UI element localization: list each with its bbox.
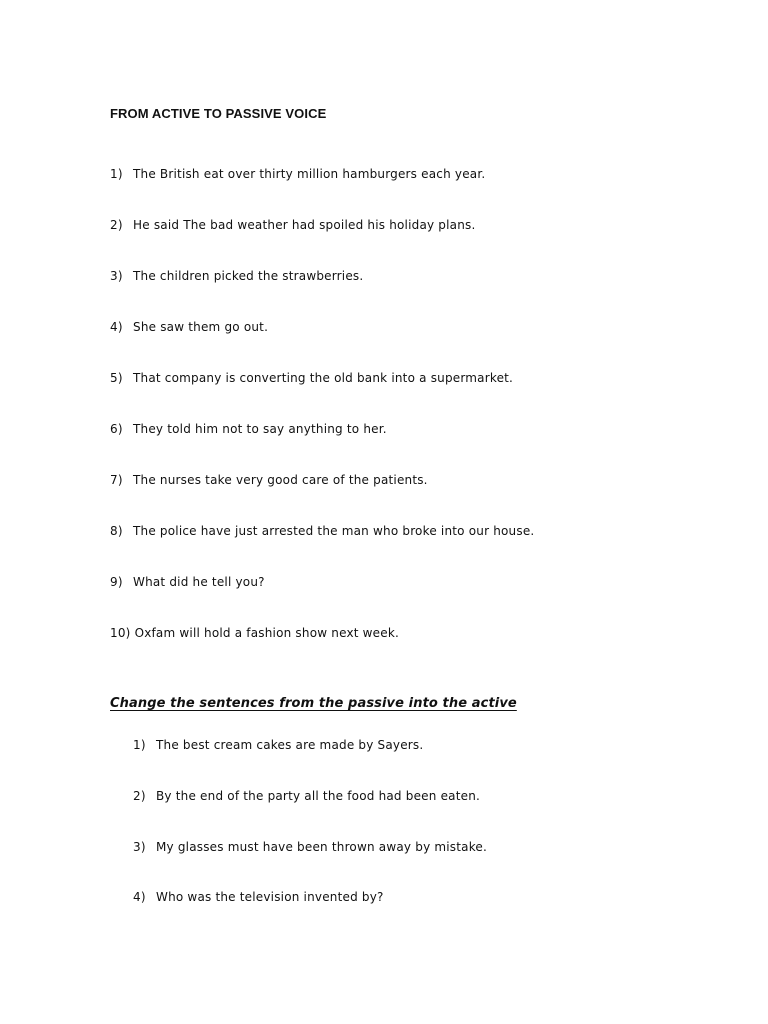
item-text: The children picked the strawberries. [133, 269, 364, 283]
item-number: 9) [110, 575, 123, 589]
page-title: FROM ACTIVE TO PASSIVE VOICE [110, 106, 327, 121]
item-number: 1) [110, 167, 123, 181]
item-number: 3) [110, 269, 123, 283]
item-text: That company is converting the old bank into a supermarket. [133, 371, 514, 385]
list-item [110, 371, 513, 385]
item-text: They told him not to say anything to her. [133, 422, 387, 436]
list-item [133, 890, 384, 904]
item-text: The best cream cakes are made by Sayers. [156, 738, 424, 752]
section-heading: Change the sentences from the passive into the active [110, 696, 517, 711]
item-number: 7) [110, 473, 123, 487]
list-item [133, 789, 480, 803]
list-item [110, 626, 399, 640]
item-number: 2) [133, 789, 146, 803]
list-item [110, 167, 485, 181]
list-item [133, 840, 487, 854]
item-text: The nurses take very good care of the patients. [133, 473, 428, 487]
list-item [110, 422, 387, 436]
item-number: 2) [110, 218, 123, 232]
item-text: Oxfam will hold a fashion show next week. [134, 626, 400, 640]
item-text: What did he tell you? [133, 575, 265, 589]
list-item [110, 575, 265, 589]
item-number: 4) [133, 890, 146, 904]
item-number: 4) [110, 320, 123, 334]
list-item [110, 320, 268, 334]
item-text: By the end of the party all the food had been eaten. [156, 789, 481, 803]
list-item [110, 524, 534, 538]
item-text: He said The bad weather had spoiled his holiday plans. [133, 218, 476, 232]
item-text: The police have just arrested the man who broke into our house. [133, 524, 535, 538]
list-item [110, 218, 476, 232]
item-text: My glasses must have been thrown away by mistake. [156, 840, 488, 854]
list-item [133, 738, 423, 752]
list-item [110, 269, 363, 283]
list-item [110, 473, 428, 487]
item-number: 5) [110, 371, 123, 385]
item-text: Who was the television invented by? [156, 890, 384, 904]
item-number: 6) [110, 422, 123, 436]
item-text: The British eat over thirty million hamburgers each year. [133, 167, 486, 181]
item-number: 10) [110, 626, 131, 640]
item-number: 8) [110, 524, 123, 538]
item-text: She saw them go out. [133, 320, 269, 334]
item-number: 3) [133, 840, 146, 854]
item-number: 1) [133, 738, 146, 752]
